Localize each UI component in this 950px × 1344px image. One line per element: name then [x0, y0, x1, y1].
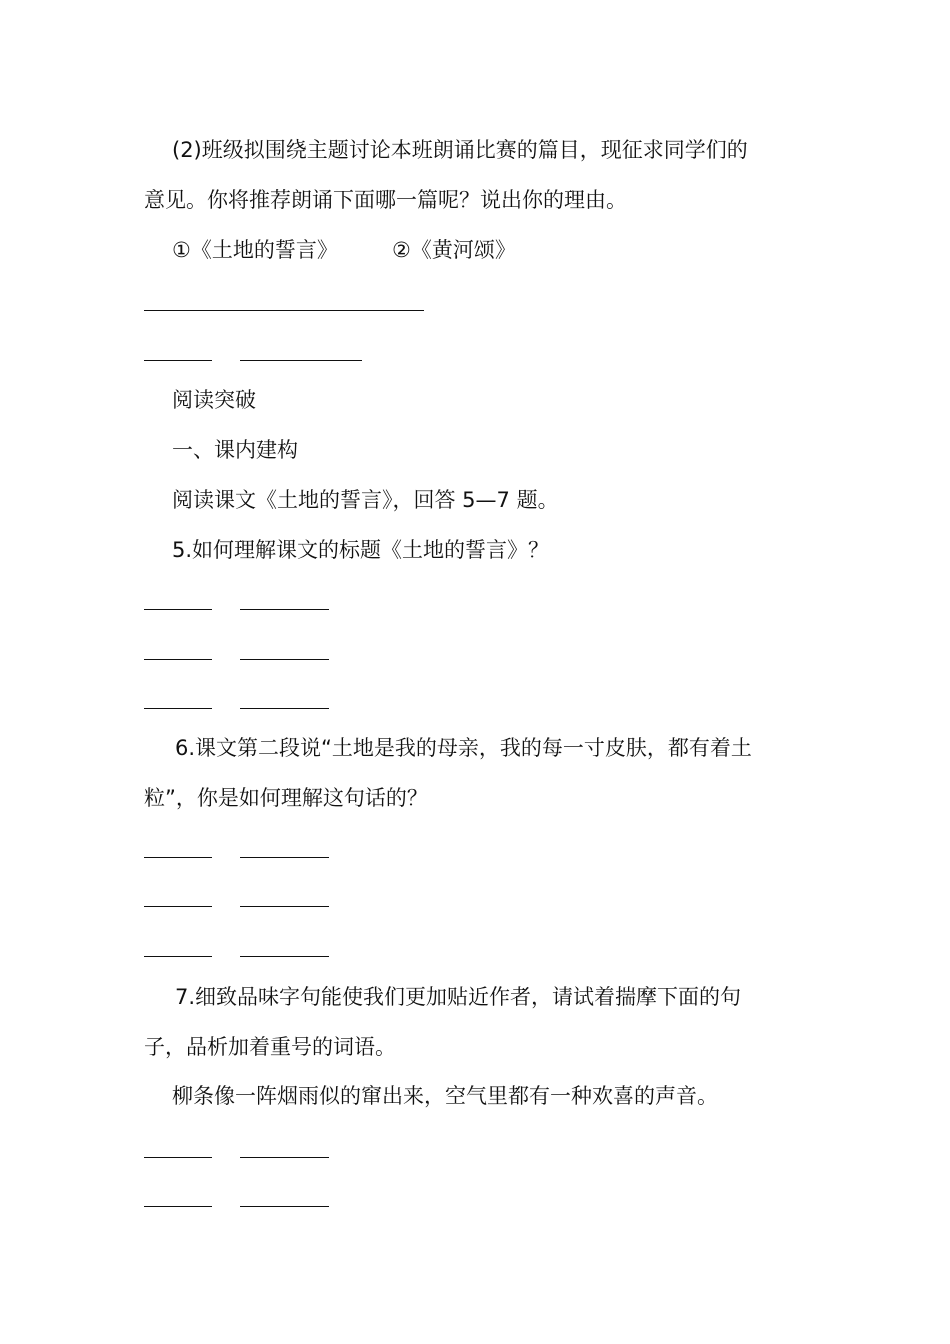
answer-blank[interactable] — [240, 659, 329, 660]
q7-quote: 柳条像一阵烟雨似的窜出来，空气里都有一种欢喜的声音。 — [172, 1084, 718, 1108]
q7-line-1: 7.细致品味字句能使我们更加贴近作者，请试着揣摩下面的句 — [175, 985, 742, 1009]
answer-blank[interactable] — [144, 609, 212, 610]
answer-blank[interactable] — [144, 659, 212, 660]
q2-line-2: 意见。你将推荐朗诵下面哪一篇呢？说出你的理由。 — [144, 188, 627, 212]
answer-blank[interactable] — [240, 906, 329, 907]
q2-option-2: ②《黄河颂》 — [392, 238, 516, 262]
answer-blank[interactable] — [240, 956, 329, 957]
q6-line-1: 6.课文第二段说“土地是我的母亲，我的每一寸皮肤，都有着土 — [175, 736, 752, 760]
q5-text: 5.如何理解课文的标题《土地的誓言》？ — [172, 538, 550, 562]
answer-blank[interactable] — [240, 609, 329, 610]
section-subtitle: 一、课内建构 — [172, 438, 298, 462]
answer-blank[interactable] — [144, 310, 424, 311]
answer-blank[interactable] — [144, 906, 212, 907]
answer-blank[interactable] — [144, 708, 212, 709]
q2-option-1: ①《土地的誓言》 — [172, 238, 338, 262]
answer-blank[interactable] — [144, 956, 212, 957]
answer-blank[interactable] — [240, 1157, 329, 1158]
answer-blank[interactable] — [240, 1206, 329, 1207]
q2-line-1: (2)班级拟围绕主题讨论本班朗诵比赛的篇目，现征求同学们的 — [172, 138, 748, 162]
answer-blank[interactable] — [240, 708, 329, 709]
section-title: 阅读突破 — [172, 388, 256, 412]
q7-line-2: 子，品析加着重号的词语。 — [144, 1035, 396, 1059]
answer-blank[interactable] — [144, 360, 212, 361]
section-instruction: 阅读课文《土地的誓言》，回答 5—7 题。 — [172, 488, 559, 512]
q6-line-2: 粒”，你是如何理解这句话的？ — [144, 786, 428, 810]
answer-blank[interactable] — [144, 1157, 212, 1158]
answer-blank[interactable] — [240, 857, 329, 858]
answer-blank[interactable] — [240, 360, 362, 361]
answer-blank[interactable] — [144, 857, 212, 858]
answer-blank[interactable] — [144, 1206, 212, 1207]
